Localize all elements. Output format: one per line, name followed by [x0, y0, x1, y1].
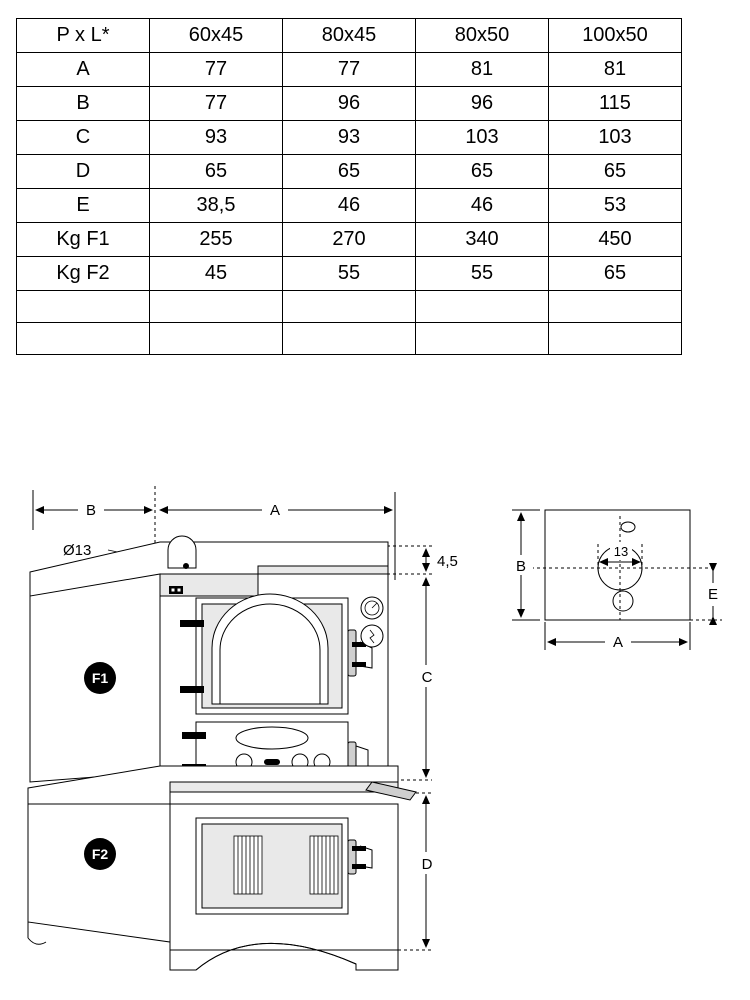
table-row [17, 223, 682, 257]
table-row [17, 291, 682, 323]
table-row [17, 155, 682, 189]
row-value: 65 [283, 155, 416, 189]
row-label [17, 291, 150, 323]
table-row [17, 189, 682, 223]
row-value: 65 [416, 155, 549, 189]
dimension-d-label: D [421, 856, 433, 873]
row-value: 65 [549, 257, 682, 291]
table-row [17, 87, 682, 121]
row-value: 53 [549, 189, 682, 223]
table-row [17, 53, 682, 87]
plate-bottom-hole [613, 591, 633, 611]
plate-top-hole [621, 522, 635, 532]
row-value: 55 [283, 257, 416, 291]
row-label [17, 323, 150, 355]
row-value: 77 [150, 87, 283, 121]
dimension-c-front [395, 578, 439, 780]
table-header-cell: 80x50 [416, 19, 549, 53]
table-header-cell: P x L* [17, 19, 150, 53]
row-value: 93 [283, 121, 416, 155]
table-row [17, 257, 682, 291]
row-value: 103 [549, 121, 682, 155]
table-header-row [17, 19, 682, 53]
hole-diameter-label: Ø13 [63, 542, 92, 559]
row-label: B [17, 87, 150, 121]
row-value: 45 [150, 257, 283, 291]
row-value [283, 323, 416, 355]
row-value: 65 [549, 155, 682, 189]
row-value: 55 [416, 257, 549, 291]
spec-table [16, 18, 682, 355]
base-vent-right [310, 836, 338, 894]
row-value: 103 [416, 121, 549, 155]
row-label: C [17, 121, 150, 155]
row-value [150, 323, 283, 355]
dimension-e-side [690, 571, 722, 620]
oven-upper-body [30, 536, 388, 782]
row-value: 46 [283, 189, 416, 223]
row-value: 77 [283, 53, 416, 87]
dimension-13-label: 13 [613, 544, 629, 559]
dimension-b-side-label: B [515, 558, 527, 575]
row-value [416, 291, 549, 323]
row-value: 77 [150, 53, 283, 87]
dimension-b-label: B [85, 502, 97, 519]
row-value [549, 291, 682, 323]
dimension-a-side [545, 622, 690, 652]
row-label: D [17, 155, 150, 189]
row-value [549, 323, 682, 355]
table-row [17, 121, 682, 155]
row-value: 93 [150, 121, 283, 155]
row-label: A [17, 53, 150, 87]
row-value: 96 [416, 87, 549, 121]
row-value: 65 [150, 155, 283, 189]
dimension-a-label: A [269, 502, 281, 519]
row-label: Kg F2 [17, 257, 150, 291]
row-value [416, 323, 549, 355]
row-value: 340 [416, 223, 549, 257]
dimension-c-label: C [421, 669, 433, 686]
row-value [283, 291, 416, 323]
dimension-a-side-label: A [612, 634, 624, 651]
row-value: 46 [416, 189, 549, 223]
row-value: 81 [416, 53, 549, 87]
dimension-e-label: E [707, 586, 719, 603]
row-value: 115 [549, 87, 682, 121]
row-value: 450 [549, 223, 682, 257]
technical-drawing [0, 470, 750, 1000]
row-value: 38,5 [150, 189, 283, 223]
side-plate-view [510, 510, 722, 652]
table-header-cell: 60x45 [150, 19, 283, 53]
table-header-cell: 80x45 [283, 19, 416, 53]
row-value: 255 [150, 223, 283, 257]
row-value [150, 291, 283, 323]
dimension-d-front [398, 793, 439, 950]
base-vent-left [234, 836, 262, 894]
badge-f2-label: F2 [91, 846, 109, 862]
dimension-b-front [33, 486, 155, 548]
row-value: 81 [549, 53, 682, 87]
row-value: 96 [283, 87, 416, 121]
oven-base-body [28, 766, 416, 970]
row-label: E [17, 189, 150, 223]
spec-table-container [16, 18, 676, 355]
dimension-45-label: 4,5 [437, 553, 458, 570]
table-row [17, 323, 682, 355]
dimension-b-side [510, 510, 540, 620]
row-value: 270 [283, 223, 416, 257]
front-perspective-view [28, 486, 458, 970]
table-header-cell: 100x50 [549, 19, 682, 53]
badge-f1-label: F1 [91, 670, 109, 686]
row-label: Kg F1 [17, 223, 150, 257]
